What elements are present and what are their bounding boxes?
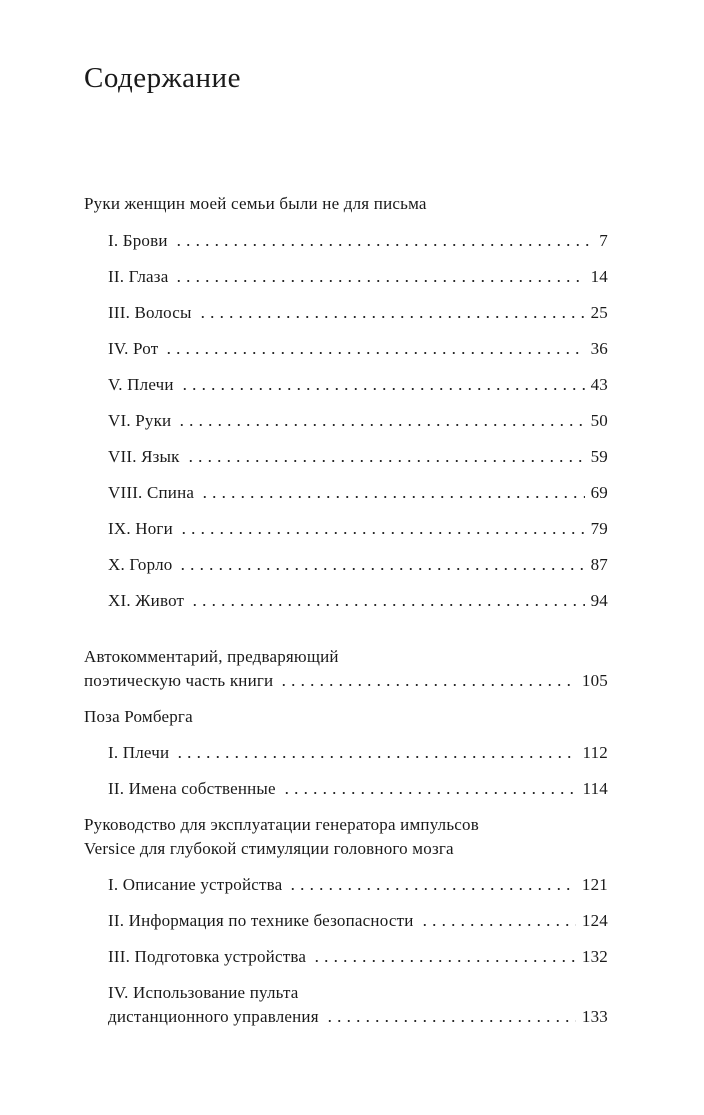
toc-entry-page: 69 — [590, 483, 608, 502]
toc-entry-page: 36 — [590, 339, 608, 358]
toc-entry-label: III. Волосы — [108, 303, 192, 322]
leader-dots — [174, 231, 594, 247]
toc-entry-label-line1: IV. Использование пульта — [108, 983, 299, 1002]
toc-entry[interactable] — [108, 589, 608, 613]
section-heading-part4-line2: Versice для глубокой стимуляции головного мозга — [84, 839, 454, 858]
toc-entry[interactable] — [108, 517, 608, 541]
toc-entry[interactable] — [108, 265, 608, 289]
toc-entry-page: 79 — [590, 519, 608, 538]
page-title: Содержание — [84, 62, 241, 94]
leader-dots — [175, 743, 576, 759]
toc-entry[interactable] — [108, 945, 608, 969]
leader-dots — [282, 779, 577, 795]
leader-dots — [200, 483, 584, 499]
toc-entry-page: 121 — [581, 875, 608, 894]
toc-entry[interactable] — [108, 909, 608, 933]
toc-entry-page: 14 — [590, 267, 608, 286]
toc-entry[interactable] — [108, 481, 608, 505]
toc-entry-label: VIII. Спина — [108, 483, 195, 502]
leader-dots — [164, 339, 584, 355]
leader-dots — [312, 947, 576, 963]
toc-entry[interactable] — [108, 1005, 608, 1029]
toc-entry-part2[interactable] — [84, 669, 608, 693]
toc-entry-page: 114 — [582, 779, 608, 798]
toc-entry-page: 94 — [590, 591, 608, 610]
toc-entry-label: дистанционного управления — [108, 1007, 319, 1026]
toc-entry-label: I. Брови — [108, 231, 168, 250]
toc-entry-label: IV. Рот — [108, 339, 159, 358]
toc-entry[interactable] — [108, 873, 608, 897]
toc-entry-label: I. Описание устройства — [108, 875, 283, 894]
toc-entry-page: 43 — [590, 375, 608, 394]
leader-dots — [198, 303, 585, 319]
section-heading-part2-line1: Автокомментарий, предваряющий — [84, 647, 339, 666]
toc-entry-page: 7 — [599, 231, 608, 250]
leader-dots — [186, 447, 585, 463]
toc-entry-page: 59 — [590, 447, 608, 466]
toc-entry-page: 105 — [581, 671, 608, 690]
toc-entry-label: VI. Руки — [108, 411, 172, 430]
toc-entry-label: X. Горло — [108, 555, 173, 574]
toc-entry-page: 124 — [581, 911, 608, 930]
toc-entry[interactable] — [108, 777, 608, 801]
toc-entry[interactable] — [108, 301, 608, 325]
toc-entry-label: XI. Живот — [108, 591, 185, 610]
toc-entry-page: 87 — [590, 555, 608, 574]
toc-entry-label: I. Плечи — [108, 743, 170, 762]
toc-entry-page: 50 — [590, 411, 608, 430]
leader-dots — [420, 911, 576, 927]
leader-dots — [288, 875, 575, 891]
toc-entry-page: 112 — [582, 743, 608, 762]
leader-dots — [190, 591, 584, 607]
toc-entry-label: V. Плечи — [108, 375, 174, 394]
toc-entry-label: II. Имена собственные — [108, 779, 276, 798]
toc-entry[interactable] — [108, 337, 608, 361]
leader-dots — [180, 375, 585, 391]
leader-dots — [177, 411, 584, 427]
section-heading-part3: Поза Ромберга — [84, 707, 193, 726]
leader-dots — [179, 519, 585, 535]
toc-entry-page: 25 — [590, 303, 608, 322]
toc-entry-label: поэтическую часть книги — [84, 671, 274, 690]
leader-dots — [279, 671, 576, 687]
toc-entry[interactable] — [108, 409, 608, 433]
toc-entry-label: II. Информация по технике безопасности — [108, 911, 414, 930]
toc-entry[interactable] — [108, 741, 608, 765]
toc-entry[interactable] — [108, 445, 608, 469]
toc-entry[interactable] — [108, 553, 608, 577]
toc-entry-page: 133 — [581, 1007, 608, 1026]
toc-entry-label: VII. Язык — [108, 447, 180, 466]
leader-dots — [178, 555, 584, 571]
toc-entry[interactable] — [108, 229, 608, 253]
toc-entry-page: 132 — [581, 947, 608, 966]
leader-dots — [325, 1007, 576, 1023]
section-heading-part4-line1: Руководство для эксплуатации генератора импульсов — [84, 815, 479, 834]
toc-entry-label: IX. Ноги — [108, 519, 173, 538]
toc-entry-label: II. Глаза — [108, 267, 169, 286]
toc-entry-label: III. Подготовка устройства — [108, 947, 307, 966]
toc-entry[interactable] — [108, 373, 608, 397]
section-heading-part1: Руки женщин моей семьи были не для письма — [84, 194, 427, 213]
leader-dots — [174, 267, 584, 283]
